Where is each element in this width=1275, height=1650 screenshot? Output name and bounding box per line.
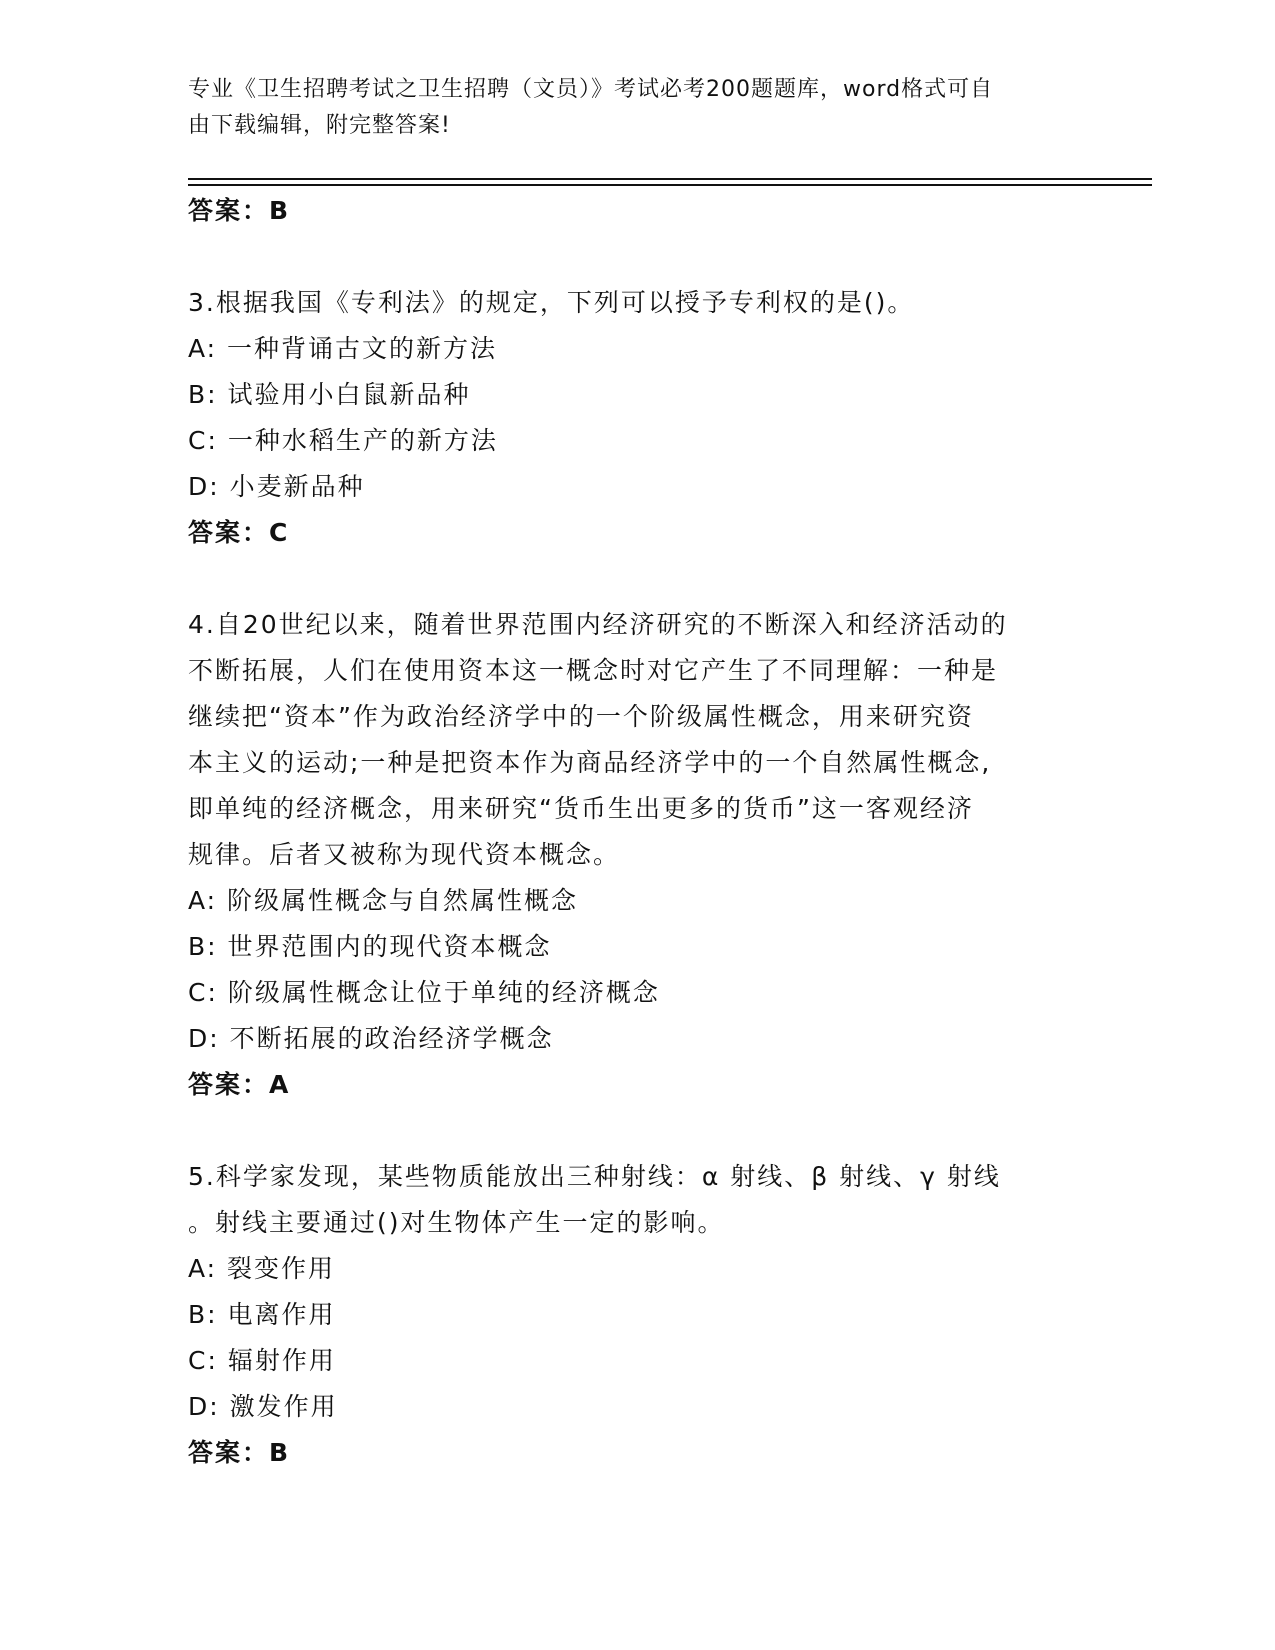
option-d: D: 不断拓展的政治经济学概念	[188, 1024, 554, 1053]
document-header	[188, 72, 1088, 144]
option-b: B: 电离作用	[188, 1300, 336, 1329]
spacer	[188, 556, 1088, 602]
spacer	[188, 234, 1088, 280]
question-stem-line: 即单纯的经济概念，用来研究“货币生出更多的货币”这一客观经济	[188, 794, 974, 823]
spacer	[188, 1108, 1088, 1154]
question-stem-line: 。射线主要通过()对生物体产生一定的影响。	[188, 1208, 725, 1237]
previous-answer: 答案：B	[188, 196, 291, 225]
header-line-2: 由下载编辑，附完整答案!	[188, 113, 451, 138]
option-b: B: 试验用小白鼠新品种	[188, 380, 471, 409]
answer: 答案：B	[188, 1438, 291, 1467]
question-stem: 3.根据我国《专利法》的规定，下列可以授予专利权的是()。	[188, 288, 915, 317]
question-stem-line: 5.科学家发现，某些物质能放出三种射线：α 射线、β 射线、γ 射线	[188, 1162, 1001, 1191]
answer: 答案：C	[188, 518, 290, 547]
option-d: D: 小麦新品种	[188, 472, 365, 501]
question-4	[188, 602, 1088, 1108]
option-c: C: 阶级属性概念让位于单纯的经济概念	[188, 978, 660, 1007]
question-stem-line: 本主义的运动;一种是把资本作为商品经济学中的一个自然属性概念,	[188, 748, 992, 777]
document-body	[188, 188, 1088, 1476]
question-stem-line: 4.自20世纪以来，随着世界范围内经济研究的不断深入和经济活动的	[188, 610, 1008, 639]
option-a: A: 阶级属性概念与自然属性概念	[188, 886, 579, 915]
question-stem-line: 不断拓展，人们在使用资本这一概念时对它产生了不同理解：一种是	[188, 656, 999, 685]
option-b: B: 世界范围内的现代资本概念	[188, 932, 552, 961]
option-d: D: 激发作用	[188, 1392, 338, 1421]
question-stem-line: 规律。后者又被称为现代资本概念。	[188, 840, 621, 869]
header-divider-bottom	[188, 184, 1152, 186]
question-3	[188, 280, 1088, 556]
question-stem-line: 继续把“资本”作为政治经济学中的一个阶级属性概念，用来研究资	[188, 702, 974, 731]
header-line-1: 专业《卫生招聘考试之卫生招聘（文员）》考试必考200题题库，word格式可自	[188, 77, 994, 102]
header-divider-top	[188, 178, 1152, 180]
option-c: C: 一种水稻生产的新方法	[188, 426, 498, 455]
option-a: A: 一种背诵古文的新方法	[188, 334, 498, 363]
answer: 答案：A	[188, 1070, 291, 1099]
question-5	[188, 1154, 1088, 1476]
option-a: A: 裂变作用	[188, 1254, 336, 1283]
option-c: C: 辐射作用	[188, 1346, 336, 1375]
